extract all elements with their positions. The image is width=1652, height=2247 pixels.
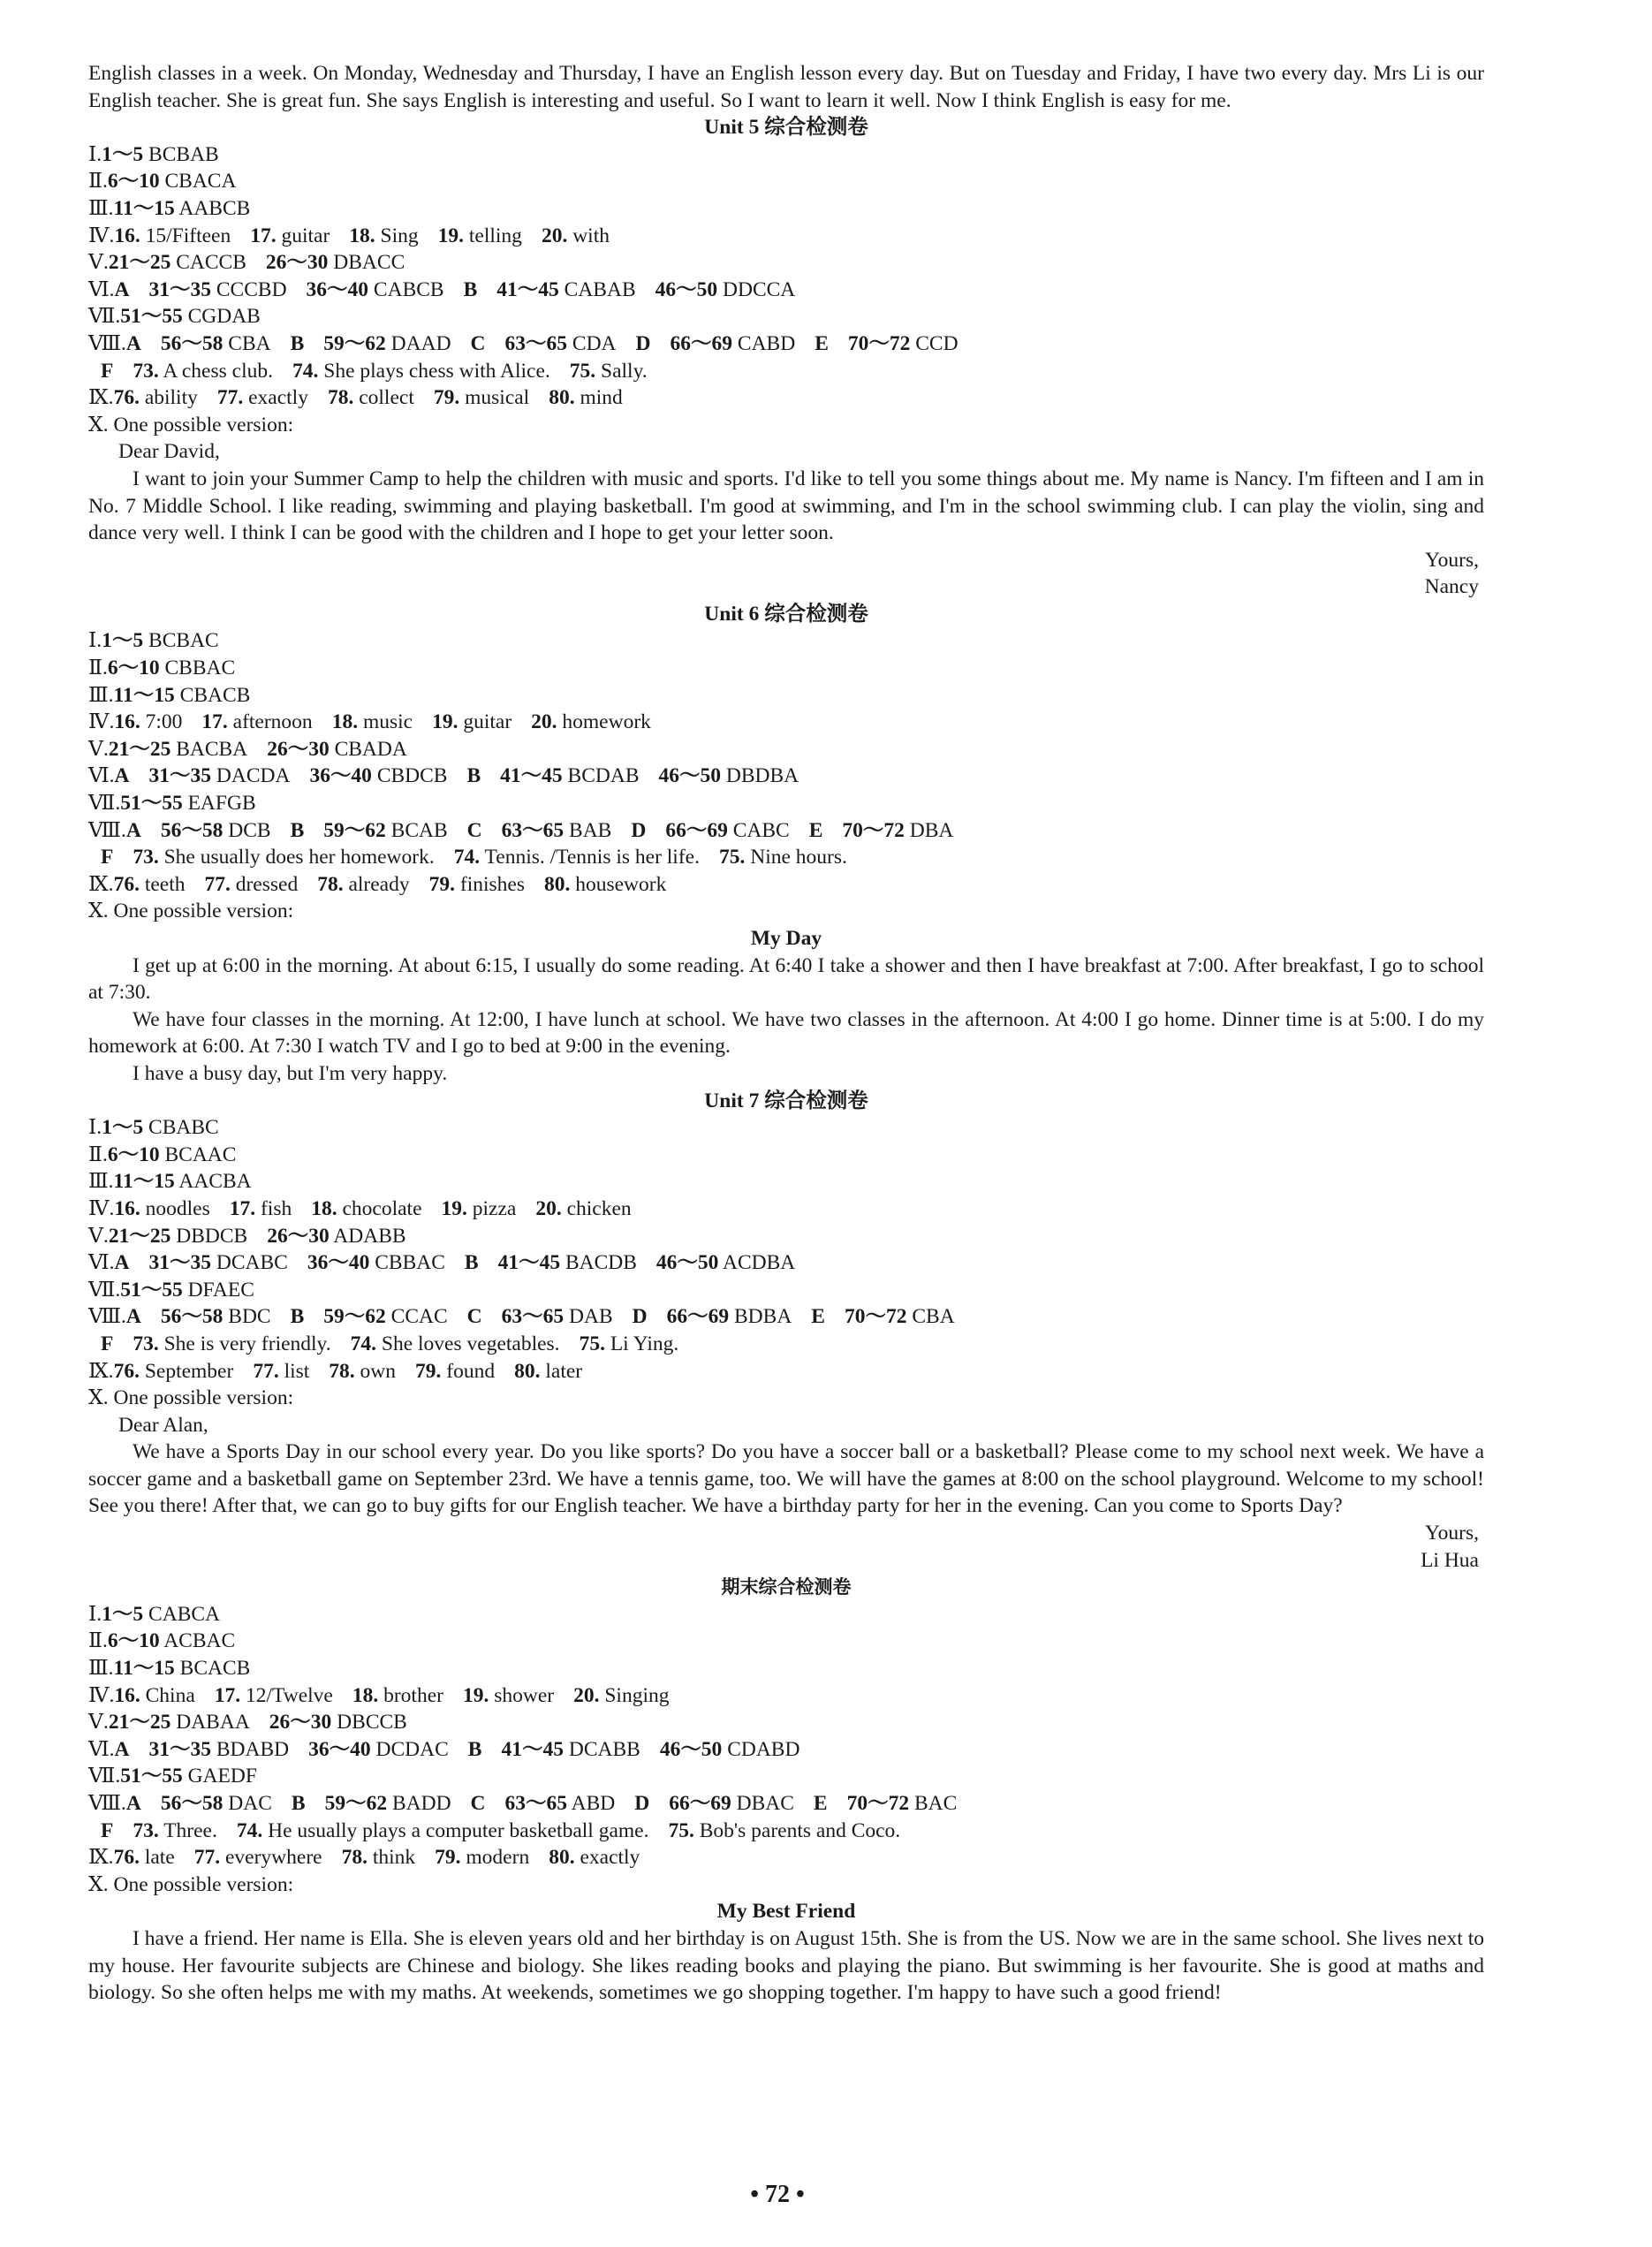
unit5-part5: Ⅴ.21～25 CACCB 26～30 DBACC [88,251,405,275]
unit5-part9: Ⅸ.76. ability 77. exactly 78. collect 79. musical 80. mind [88,386,623,410]
final-part5: Ⅴ.21～25 DABAA 26～30 DBCCB [88,1711,407,1735]
unit5-letter: I want to join your Summer Camp to help the children with music and sports. I'd like to tell you some things about me. My name is Nancy. I'm fifteen and I am in No. 7 Middle School. I like reading, swimming and playing basketball. I'm good at swimming, and I'm in the school swimming club. I can play the violin, sing and dance very well. I think I can be good with the children and I hope to get your letter soon. [88,467,1484,545]
unit5-part8f: F 73. A chess club. 74. She plays chess with Alice. 75. Sally. [101,359,648,383]
unit6-part6: Ⅵ.A 31～35 DACDA 36～40 CBDCB B 41～45 BCDAB 46～50 DBDBA [88,764,799,788]
unit6-section [88,601,1484,1088]
unit7-closing: Yours, [1425,1522,1479,1545]
unit7-letter: We have a Sports Day in our school every year. Do you like sports? Do you have a soccer ball or a basketball? Please come to my school next week. We have a soccer game and a basketball game on September 23rd. We have a tennis game, too. We will have the games at 8:00 on the school playground. Welcome to my school! See you there! After that, we can go to buy gifts for our English teacher. We have a birthday party for her in the evening. Can you come to Sports Day? [88,1440,1484,1518]
unit6-part3: Ⅲ.11～15 CBACB [88,683,251,707]
unit7-part3: Ⅲ.11～15 AACBA [88,1170,252,1194]
final-part9: Ⅸ.76. late 77. everywhere 78. think 79. modern 80. exactly [88,1846,640,1870]
unit6-part7: Ⅶ.51～55 EAFGB [88,792,256,816]
unit5-part10: Ⅹ. One possible version: [88,413,294,436]
page-number: • 72 • [750,2181,805,2208]
unit7-part1: Ⅰ.1～5 CBABC [88,1116,219,1140]
unit7-part8f: F 73. She is very friendly. 74. She loves vegetables. 75. Li Ying. [101,1332,679,1355]
final-part1: Ⅰ.1～5 CABCA [88,1602,221,1626]
unit5-part3: Ⅲ.11～15 AABCB [88,196,251,220]
final-section [88,1574,1484,2007]
final-part8: Ⅷ.A 56～58 DAC B 59～62 BADD C 63～65 ABD D 66～69 DBAC E 70～72 BAC [88,1792,958,1815]
unit5-title: Unit 5 综合检测卷 [704,116,868,140]
final-part8f: F 73. Three. 74. He usually plays a computer basketball game. 75. Bob's parents and Coco. [101,1818,901,1842]
unit6-part5: Ⅴ.21～25 BACBA 26～30 CBADA [88,737,407,761]
unit6-part8f: F 73. She usually does her homework. 74. Tennis. /Tennis is her life. 75. Nine hours. [101,846,847,869]
unit7-part10: Ⅹ. One possible version: [88,1386,294,1410]
final-title: 期末综合检测卷 [721,1576,852,1598]
unit7-part6: Ⅵ.A 31～35 DCABC 36～40 CBBAC B 41～45 BACDB 46～50 ACDBA [88,1251,796,1275]
unit5-section [88,114,1484,601]
final-part7: Ⅶ.51～55 GAEDF [88,1765,257,1788]
unit7-part5: Ⅴ.21～25 DBDCB 26～30 ADABB [88,1224,406,1248]
final-essay-p1: I have a friend. Her name is Ella. She is eleven years old and her birthday is on August 15th. She is from the US. Now we are in the same school. She lives next to my house. Her favourite subjects are Chinese and biology. She likes reading books and playing the piano. But swimming is her favourite. She is good at maths and biology. So she often helps me with my maths. At weekends, sometimes we go shopping together. I'm happy to have such a good friend! [88,1926,1484,2005]
unit6-essay-title: My Day [750,927,822,950]
unit7-part4: Ⅳ.16. noodles 17. fish 18. chocolate 19. pizza 20. chicken [88,1196,632,1220]
unit7-part7: Ⅶ.51～55 DFAEC [88,1278,254,1302]
final-essay-title: My Best Friend [716,1900,856,1924]
unit5-part6: Ⅵ.A 31～35 CCCBD 36～40 CABCB B 41～45 CABAB 46～50 DDCCA [88,277,796,301]
unit7-part9: Ⅸ.76. September 77. list 78. own 79. found 80. later [88,1359,583,1383]
answer-key-page [88,60,1484,2007]
unit6-essay-p2: We have four classes in the morning. At 12:00, I have lunch at school. We have two classes in the afternoon. At 4:00 I go home. Dinner time is at 5:00. I do my homework at 6:00. At 7:30 I watch TV and I go to bed at 9:00 in the evening. [88,1007,1484,1059]
final-part4: Ⅳ.16. China 17. 12/Twelve 18. brother 19. shower 20. Singing [88,1683,670,1707]
unit5-part7: Ⅶ.51～55 CGDAB [88,305,261,329]
unit6-title: Unit 6 综合检测卷 [704,602,868,626]
unit5-greeting: Dear David, [118,440,220,464]
unit6-part1: Ⅰ.1～5 BCBAC [88,629,219,653]
unit7-part2: Ⅱ.6～10 BCAAC [88,1142,237,1166]
final-part3: Ⅲ.11～15 BCACB [88,1657,251,1681]
unit5-closing: Yours, [1425,548,1479,572]
unit7-signature: Li Hua [1421,1548,1479,1572]
unit6-part2: Ⅱ.6～10 CBBAC [88,657,236,680]
unit6-part8: Ⅷ.A 56～58 DCB B 59～62 BCAB C 63～65 BAB D 66～69 CABC E 70～72 DBA [88,818,954,842]
unit5-part8: Ⅷ.A 56～58 CBA B 59～62 DAAD C 63～65 CDA D 66～69 CABD E 70～72 CCD [88,331,959,355]
unit6-part10: Ⅹ. One possible version: [88,900,294,923]
unit7-greeting: Dear Alan, [118,1413,208,1437]
final-part2: Ⅱ.6～10 ACBAC [88,1629,236,1653]
unit5-part4: Ⅳ.16. 15/Fifteen 17. guitar 18. Sing 19. telling 20. with [88,224,610,247]
final-part10: Ⅹ. One possible version: [88,1872,294,1896]
unit5-signature: Nancy [1424,575,1479,599]
unit7-title: Unit 7 综合检测卷 [704,1089,868,1112]
unit5-part2: Ⅱ.6～10 CBACA [88,170,237,194]
final-part6: Ⅵ.A 31～35 BDABD 36～40 DCDAC B 41～45 DCABB 46～50 CDABD [88,1737,800,1761]
unit6-essay-p3: I have a busy day, but I'm very happy. [133,1061,448,1085]
unit7-part8: Ⅷ.A 56～58 BDC B 59～62 CCAC C 63～65 DAB D 66～69 BDBA E 70～72 CBA [88,1305,955,1329]
unit6-essay-p1: I get up at 6:00 in the morning. At about 6:15, I usually do some reading. At 6:40 I take a shower and then I have breakfast at 7:00. After breakfast, I go to school at 7:30. [88,953,1484,1005]
unit6-part9: Ⅸ.76. teeth 77. dressed 78. already 79. finishes 80. housework [88,872,667,896]
unit6-part4: Ⅳ.16. 7:00 17. afternoon 18. music 19. guitar 20. homework [88,710,651,734]
unit5-part1: Ⅰ.1～5 BCBAB [88,142,219,166]
unit7-section [88,1088,1484,1575]
intro-paragraph: English classes in a week. On Monday, Wednesday and Thursday, I have an English lesson every day. But on Tuesday and Friday, I have two every day. Mrs Li is our English teacher. She is great fun. She says English is interesting and useful. So I want to learn it well. Now I think English is easy for me. [88,62,1484,112]
